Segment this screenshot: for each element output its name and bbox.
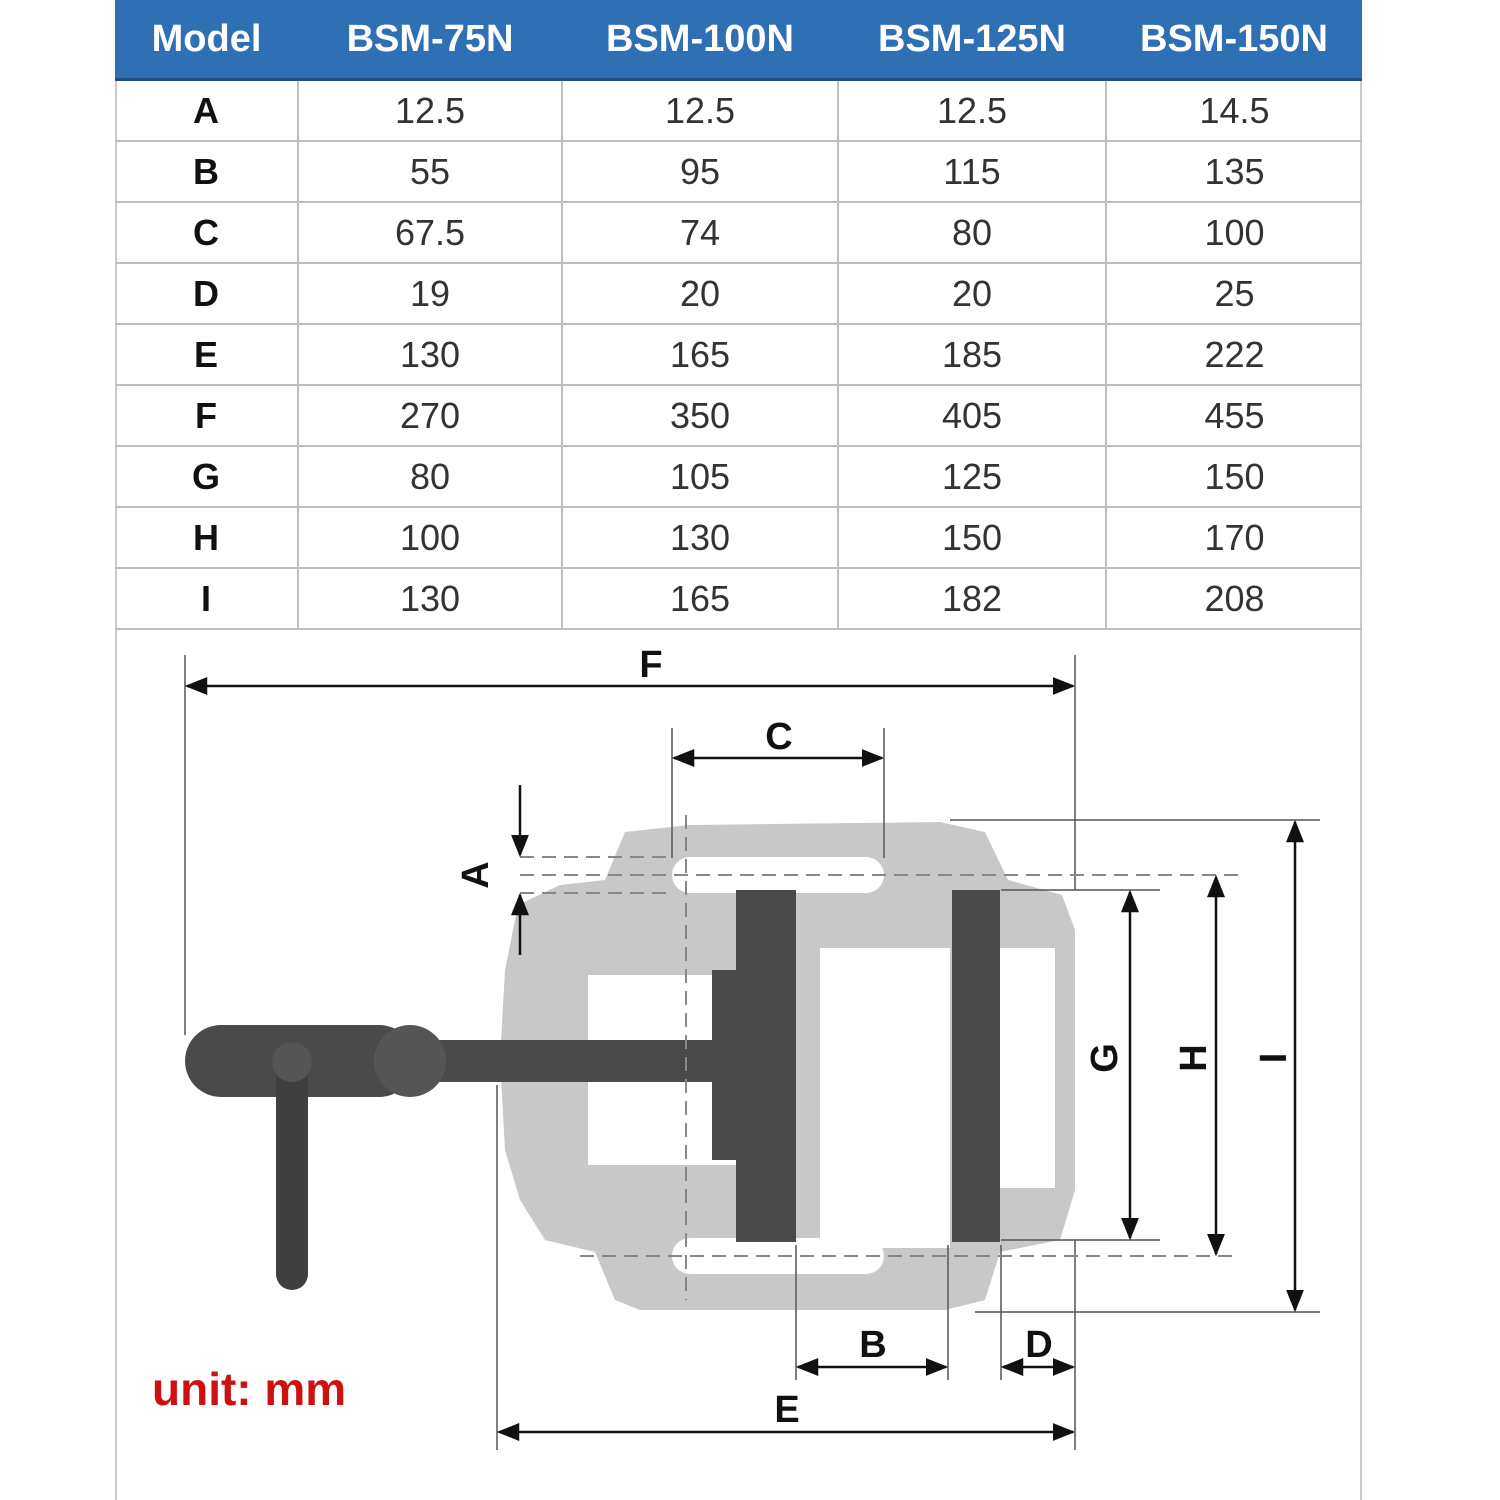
- fixed-jaw: [952, 890, 1000, 1242]
- movable-jaw: [736, 890, 796, 1242]
- table-cell: 350: [562, 385, 838, 446]
- table-cell: 19: [298, 263, 562, 324]
- row-label: I: [115, 568, 298, 629]
- table-cell: 130: [298, 324, 562, 385]
- row-label: G: [115, 446, 298, 507]
- label-I: I: [1253, 1052, 1295, 1064]
- row-label: A: [115, 80, 298, 142]
- row-label: H: [115, 507, 298, 568]
- header-bsm-125n: BSM-125N: [838, 0, 1106, 80]
- header-bsm-150n: BSM-150N: [1106, 0, 1362, 80]
- table-cell: 14.5: [1106, 80, 1362, 142]
- table-cell: 125: [838, 446, 1106, 507]
- label-D: D: [1025, 1324, 1053, 1366]
- table-cell: 12.5: [838, 80, 1106, 142]
- row-label: C: [115, 202, 298, 263]
- table-cell: 20: [838, 263, 1106, 324]
- table-cell: 165: [562, 568, 838, 629]
- table-cell: 150: [838, 507, 1106, 568]
- table-cell: 222: [1106, 324, 1362, 385]
- table-cell: 165: [562, 324, 838, 385]
- table-cell: 12.5: [562, 80, 838, 142]
- label-H: H: [1173, 1044, 1215, 1072]
- row-label: B: [115, 141, 298, 202]
- table-cell: 130: [562, 507, 838, 568]
- table-cell: 12.5: [298, 80, 562, 142]
- label-G: G: [1084, 1043, 1126, 1073]
- table-cell: 130: [298, 568, 562, 629]
- table-cell: 150: [1106, 446, 1362, 507]
- table-cell: 135: [1106, 141, 1362, 202]
- tommy-bar: [276, 1060, 308, 1290]
- table-cell: 80: [838, 202, 1106, 263]
- table-cell: 74: [562, 202, 838, 263]
- table-cell: 405: [838, 385, 1106, 446]
- table-cell: 55: [298, 141, 562, 202]
- table-cell: 182: [838, 568, 1106, 629]
- table-cell: 100: [298, 507, 562, 568]
- table-cell: 20: [562, 263, 838, 324]
- label-C: C: [765, 716, 793, 758]
- table-cell: 100: [1106, 202, 1362, 263]
- table-cell: 270: [298, 385, 562, 446]
- table-cell: 208: [1106, 568, 1362, 629]
- label-B: B: [859, 1324, 887, 1366]
- label-F: F: [639, 644, 663, 686]
- table-cell: 95: [562, 141, 838, 202]
- table-cell: 67.5: [298, 202, 562, 263]
- label-A: A: [455, 861, 497, 889]
- header-bsm-100n: BSM-100N: [562, 0, 838, 80]
- table-cell: 80: [298, 446, 562, 507]
- table-cell: 105: [562, 446, 838, 507]
- header-model: Model: [115, 0, 298, 80]
- row-label: D: [115, 263, 298, 324]
- table-cell: 455: [1106, 385, 1362, 446]
- header-bsm-75n: BSM-75N: [298, 0, 562, 80]
- table-cell: 185: [838, 324, 1106, 385]
- row-label: F: [115, 385, 298, 446]
- row-label: E: [115, 324, 298, 385]
- label-E: E: [774, 1389, 800, 1431]
- unit-label: unit: mm: [152, 1363, 347, 1415]
- table-cell: 170: [1106, 507, 1362, 568]
- table-cell: 115: [838, 141, 1106, 202]
- table-cell: 25: [1106, 263, 1362, 324]
